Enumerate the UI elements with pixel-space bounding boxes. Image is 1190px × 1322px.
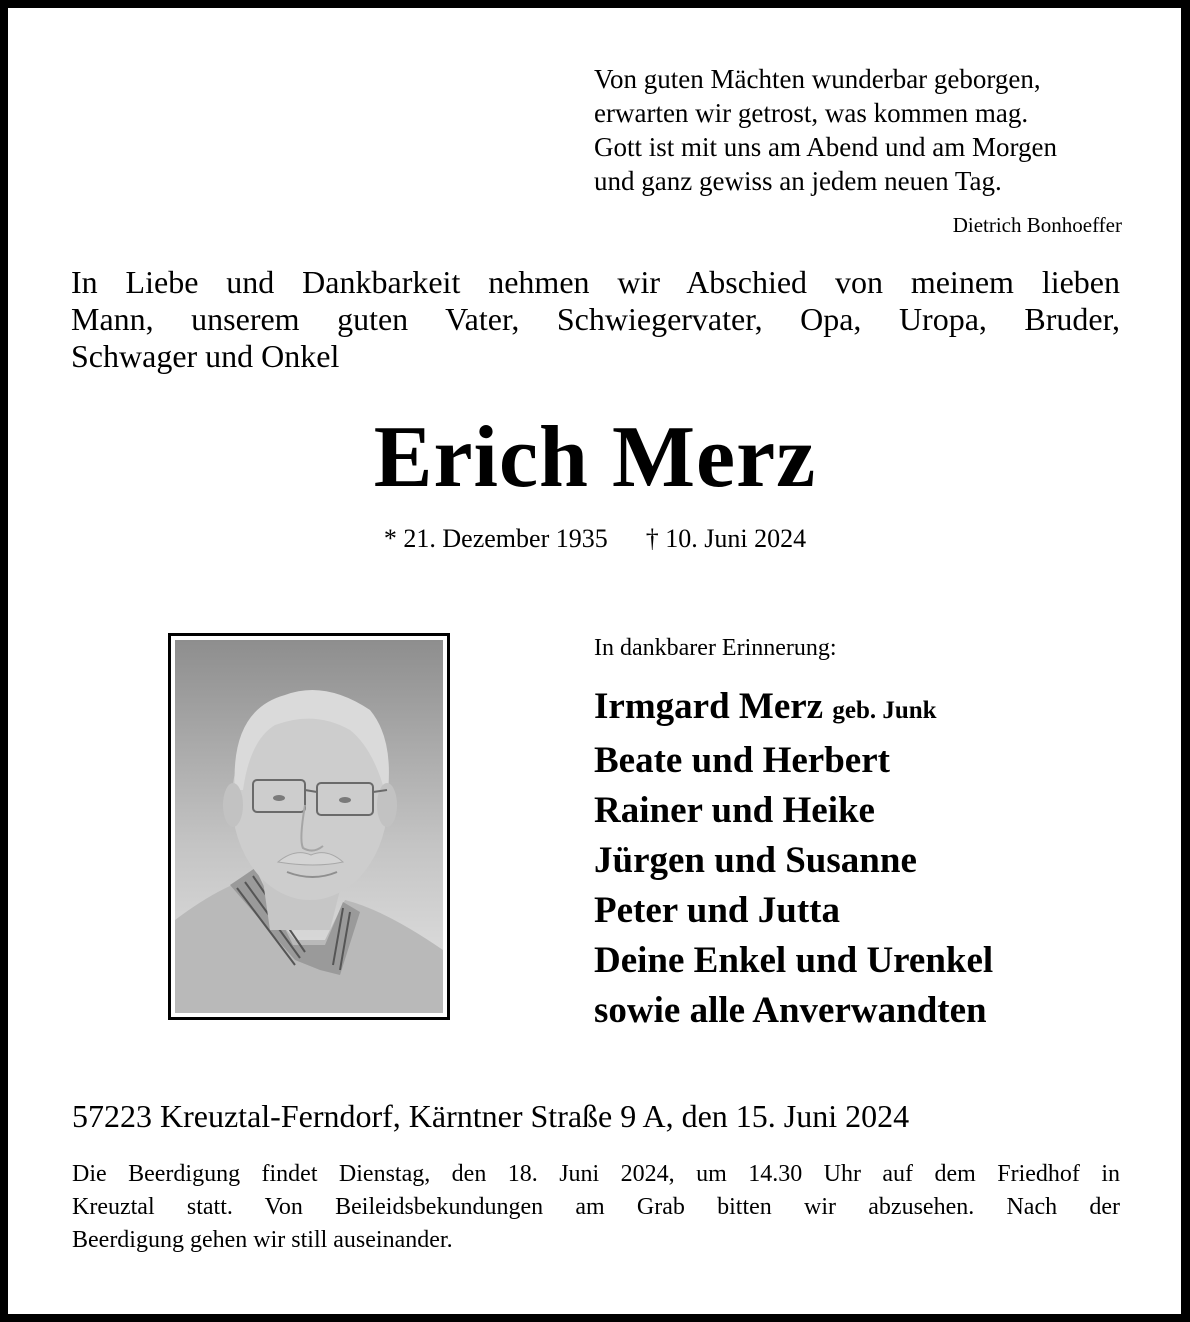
- birth-date: * 21. Dezember 1935: [383, 524, 608, 553]
- intro-text: [71, 264, 1120, 375]
- address-line: 57223 Kreuztal-Ferndorf, Kärntner Straße 9 A, den 15. Juni 2024: [72, 1098, 910, 1134]
- mourner-name: [594, 682, 1134, 736]
- funeral-line: Kreuztal statt. Von Beileidsbekundungen am Grab bitten wir abzusehen. Nach der: [72, 1194, 1120, 1220]
- mourner-name: Beate und Herbert: [594, 740, 890, 781]
- mourners-label: In dankbarer Erinnerung:: [594, 635, 837, 661]
- funeral-line: Die Beerdigung findet Dienstag, den 18. Juni 2024, um 14.30 Uhr auf dem Friedhof in: [72, 1161, 1120, 1187]
- mourner-name: sowie alle Anverwandten: [594, 990, 987, 1031]
- poem-line: und ganz gewiss an jedem neuen Tag.: [594, 166, 1002, 196]
- poem-quote: [594, 62, 1122, 238]
- mourners-block: [594, 632, 1134, 1036]
- poem-author: Dietrich Bonhoeffer: [952, 213, 1122, 237]
- life-dates: [0, 522, 1190, 556]
- mourner-name: Peter und Jutta: [594, 890, 840, 931]
- mourners-list: [594, 682, 1134, 1036]
- maiden-name: geb. Junk: [832, 697, 937, 724]
- mourner-name: Jürgen und Susanne: [594, 840, 917, 881]
- portrait-frame: [168, 633, 450, 1020]
- intro-line: Mann, unserem guten Vater, Schwiegervater, Opa, Uropa, Bruder,: [71, 301, 1120, 337]
- intro-line: In Liebe und Dankbarkeit nehmen wir Abschied von meinem lieben: [71, 264, 1120, 300]
- funeral-line: Beerdigung gehen wir still auseinander.: [72, 1227, 453, 1253]
- poem-line: erwarten wir getrost, was kommen mag.: [594, 98, 1029, 128]
- intro-line: Schwager und Onkel: [71, 338, 340, 374]
- mourner-name: Deine Enkel und Urenkel: [594, 940, 994, 981]
- mourner-name: Rainer und Heike: [594, 790, 875, 831]
- poem-line: Gott ist mit uns am Abend und am Morgen: [594, 132, 1057, 162]
- portrait-photo-icon: [175, 640, 443, 1013]
- deceased-name: Erich Merz: [373, 409, 817, 506]
- mourner-primary-name: Irmgard Merz: [594, 686, 824, 727]
- death-date: † 10. Juni 2024: [645, 524, 807, 553]
- funeral-notice: [72, 1158, 1120, 1257]
- poem-line: Von guten Mächten wunderbar geborgen,: [594, 64, 1041, 94]
